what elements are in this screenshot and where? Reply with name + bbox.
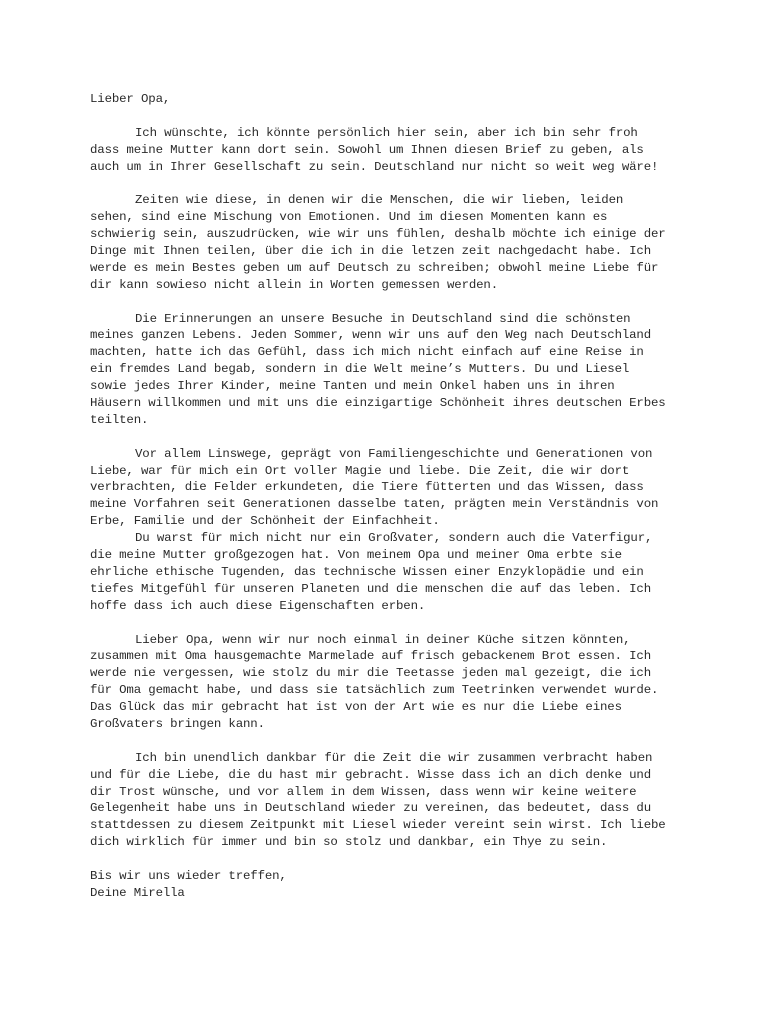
salutation: Lieber Opa, — [90, 92, 171, 106]
paragraph-4-line-5: Erbe, Familie und der Schönheit der Einfachheit. — [90, 514, 440, 529]
paragraph-4-line-2: Liebe, war für mich ein Ort voller Magie und liebe. Die Zeit, die wir dort — [90, 463, 630, 478]
paragraph-3-line-2: meines ganzen Lebens. Jeden Sommer, wenn wir uns auf den Weg nach Deutschland — [90, 328, 651, 343]
paragraph-4-line-3: verbrachten, die Felder erkundeten, die Tiere fütterten und das Wissen, dass — [90, 480, 644, 495]
paragraph-1-line-2: dass meine Mutter kann dort sein. Sowohl um Ihnen diesen Brief zu geben, als — [90, 142, 644, 157]
paragraph-gap — [90, 108, 690, 125]
closing: Bis wir uns wieder treffen, — [90, 868, 287, 883]
letter-body — [90, 91, 690, 902]
paragraph-7-line-3: dir Trost wünsche, und vor allem in dem Wissen, dass wenn wir keine weitere — [90, 784, 637, 799]
paragraph-3-line-5: sowie jedes Ihrer Kinder, meine Tanten und mein Onkel haben uns in ihren — [90, 379, 615, 394]
paragraph-5-line-3: ehrliche ethische Tugenden, das technische Wissen einer Enzyklopädie und ein — [90, 564, 644, 579]
paragraph-7-line-5: stattdessen zu diesem Zeitpunkt mit Liesel wieder vereint sein wirst. Ich liebe — [90, 818, 666, 833]
paragraph-gap — [90, 294, 690, 311]
paragraph-1-line-3: auch um in Ihrer Gesellschaft zu sein. Deutschland nur nicht so weit weg wäre! — [90, 159, 659, 174]
paragraph-2-line-2: sehen, sind eine Mischung von Emotionen. Und im diesen Momenten kann es — [90, 210, 608, 225]
paragraph-7-line-2: und für die Liebe, die du hast mir gebracht. Wisse dass ich an dich denke und — [90, 767, 651, 782]
paragraph-5-line-4: tiefes Mitgefühl für unseren Planeten und die menschen die auf das leben. Ich — [90, 581, 651, 596]
paragraph-gap — [90, 851, 690, 868]
paragraph-7-line-1: Ich bin unendlich dankbar für die Zeit die wir zusammen verbracht haben — [135, 750, 653, 765]
paragraph-7-line-4: Gelegenheit habe uns in Deutschland wieder zu vereinen, das bedeutet, dass du — [90, 801, 651, 816]
paragraph-6-line-4: für Oma gemacht habe, und dass sie tatsächlich zum Teetrinken verwendet wurde. — [90, 683, 659, 698]
paragraph-gap — [90, 175, 690, 192]
signature: Deine Mirella — [90, 885, 185, 900]
paragraph-gap — [90, 429, 690, 446]
paragraph-2-line-4: Dinge mit Ihnen teilen, über die ich in die letzen zeit nachgedacht habe. Ich — [90, 244, 651, 259]
paragraph-3-line-6: Häusern willkommen und mit uns die einzigartige Schönheit ihres deutschen Erbes — [90, 396, 666, 411]
paragraph-6-line-1: Lieber Opa, wenn wir nur noch einmal in deiner Küche sitzen könnten, — [135, 632, 631, 647]
paragraph-7-line-6: dich wirklich für immer und bin so stolz und dankbar, ein Thye zu sein. — [90, 835, 608, 850]
paragraph-6-line-6: Großvaters bringen kann. — [90, 716, 265, 731]
paragraph-2-line-5: werde es mein Bestes geben um auf Deutsch zu schreiben; obwohl meine Liebe für — [90, 260, 659, 275]
paragraph-4-line-4: meine Vorfahren seit Generationen dasselbe taten, prägten mein Verständnis von — [90, 497, 659, 512]
paragraph-3-line-1: Die Erinnerungen an unsere Besuche in Deutschland sind die schönsten — [135, 311, 631, 326]
paragraph-3-line-7: teilten. — [90, 412, 149, 427]
paragraph-2-line-3: schwierig sein, auszudrücken, wie wir uns fühlen, deshalb möchte ich einige der — [90, 227, 666, 242]
paragraph-3-line-3: machten, hatte ich das Gefühl, dass ich mich nicht einfach auf eine Reise in — [90, 345, 644, 360]
paragraph-1-line-1: Ich wünschte, ich könnte persönlich hier sein, aber ich bin sehr froh — [135, 125, 638, 140]
paragraph-6-line-3: werde nie vergessen, wie stolz du mir die Teetasse jeden mal gezeigt, die ich — [90, 666, 651, 681]
paragraph-5-line-2: die meine Mutter großgezogen hat. Von meinem Opa und meiner Oma erbte sie — [90, 548, 622, 563]
paragraph-5-line-5: hoffe dass ich auch diese Eigenschaften erben. — [90, 598, 426, 613]
paragraph-4-line-1: Vor allem Linswege, geprägt von Familiengeschichte und Generationen von — [135, 446, 653, 461]
paragraph-5-line-1: Du warst für mich nicht nur ein Großvater, sondern auch die Vaterfigur, — [135, 531, 653, 546]
paragraph-2-line-6: dir kann sowieso nicht allein in Worten gemessen werden. — [90, 277, 498, 292]
paragraph-gap — [90, 733, 690, 750]
paragraph-gap — [90, 615, 690, 632]
paragraph-3-line-4: ein fremdes Land begab, sondern in die Welt meine’s Mutters. Du und Liesel — [90, 362, 630, 377]
paragraph-6-line-5: Das Glück das mir gebracht hat ist von der Art wie es nur die Liebe eines — [90, 700, 622, 715]
paragraph-2-line-1: Zeiten wie diese, in denen wir die Menschen, die wir lieben, leiden — [135, 193, 624, 208]
paragraph-6-line-2: zusammen mit Oma hausgemachte Marmelade auf frisch gebackenem Brot essen. Ich — [90, 649, 651, 664]
